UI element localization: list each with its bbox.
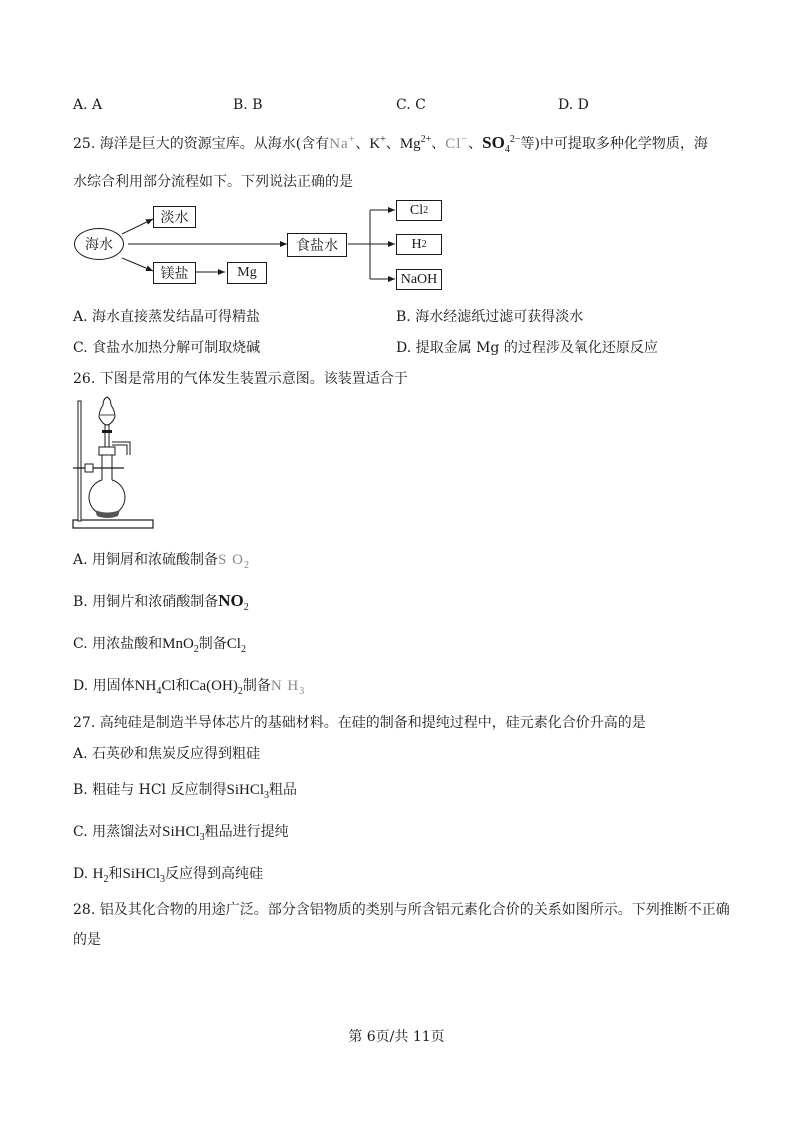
q25-option-a: A. 海水直接蒸发结晶可得精盐 bbox=[73, 309, 261, 325]
q25-option-d: D. 提取金属 Mg 的过程涉及氧化还原反应 bbox=[396, 340, 658, 356]
q27-option-b: B. 粗硅与 HCl 反应制得SiHCl$_3$粗品 bbox=[73, 782, 298, 801]
arrow-to-freshwater bbox=[122, 219, 153, 234]
flow-seawater: 海水 bbox=[74, 228, 124, 260]
round-bottom-flask bbox=[89, 480, 125, 515]
stopcock bbox=[102, 430, 112, 433]
flow-brine: 食盐水 bbox=[287, 233, 347, 257]
q25-option-c: C. 食盐水加热分解可制取烧碱 bbox=[73, 340, 261, 356]
stand-rod bbox=[78, 401, 81, 521]
q27-option-a: A. 石英砂和焦炭反应得到粗硅 bbox=[73, 746, 261, 762]
rubber-stopper bbox=[99, 447, 115, 455]
gas-generator-apparatus bbox=[72, 395, 157, 530]
q27-stem: 27. 高纯硅是制造半导体芯片的基础材料。在硅的制备和提纯过程中，硅元素化合价升高的是 bbox=[73, 715, 646, 731]
q25-option-b: B. 海水经滤纸过滤可获得淡水 bbox=[396, 309, 584, 325]
flow-h2: H 2 bbox=[396, 234, 442, 255]
page-footer: 第 6页/共 11页 bbox=[348, 1029, 445, 1045]
q27-option-c: C. 用蒸馏法对SiHCl$_3$粗品进行提纯 bbox=[73, 824, 289, 843]
q24-option-b: B. B bbox=[233, 97, 263, 113]
arrow-to-mg-salt bbox=[122, 258, 153, 271]
q24-option-a: A. A bbox=[73, 97, 103, 113]
q24-option-c: C. C bbox=[396, 97, 426, 113]
q24-option-d: D. D bbox=[558, 97, 589, 113]
q25-stem-line1: 25. 海洋是巨大的资源宝库。从海水(含有Na+、K+、$Mg^{2+}$、Cl−、$SO_4^{2-}$等)中可提取多种化学物质，海 bbox=[73, 133, 708, 155]
q27-option-d: D. $H_2$和SiHCl$_3$反应得到高纯硅 bbox=[73, 866, 263, 885]
stand-base bbox=[73, 520, 153, 528]
q26-option-a: A. 用铜屑和浓硫酸制备S $O_2$ bbox=[73, 552, 250, 571]
q26-option-b: B. 用铜片和浓硝酸制备$NO_2$ bbox=[73, 591, 249, 613]
q26-stem: 26. 下图是常用的气体发生装置示意图。该装置适合于 bbox=[73, 371, 408, 387]
flow-naoh: NaOH bbox=[396, 269, 442, 290]
q26-option-c: C. 用浓盐酸和MnO$_2$制备$Cl_2$ bbox=[73, 636, 246, 655]
clamp-screw bbox=[85, 464, 93, 472]
q28-stem-line2: 的是 bbox=[73, 932, 101, 948]
separatory-funnel bbox=[99, 397, 115, 425]
flow-cl2: Cl 2 bbox=[396, 200, 442, 221]
flow-freshwater: 淡水 bbox=[153, 206, 196, 228]
flow-mg: Mg bbox=[227, 262, 267, 284]
q26-option-d: D. 用固体$NH_4Cl$和$Ca(OH)_2$制备N $H_3$ bbox=[73, 678, 306, 697]
flow-mg-salt: 镁盐 bbox=[153, 262, 196, 284]
q25-stem-line2: 水综合利用部分流程如下。下列说法正确的是 bbox=[73, 174, 353, 190]
q28-stem-line1: 28. 铝及其化合物的用途广泛。部分含铝物质的类别与所含铝元素化合价的关系如图所示。下列推断不正确 bbox=[73, 902, 730, 918]
